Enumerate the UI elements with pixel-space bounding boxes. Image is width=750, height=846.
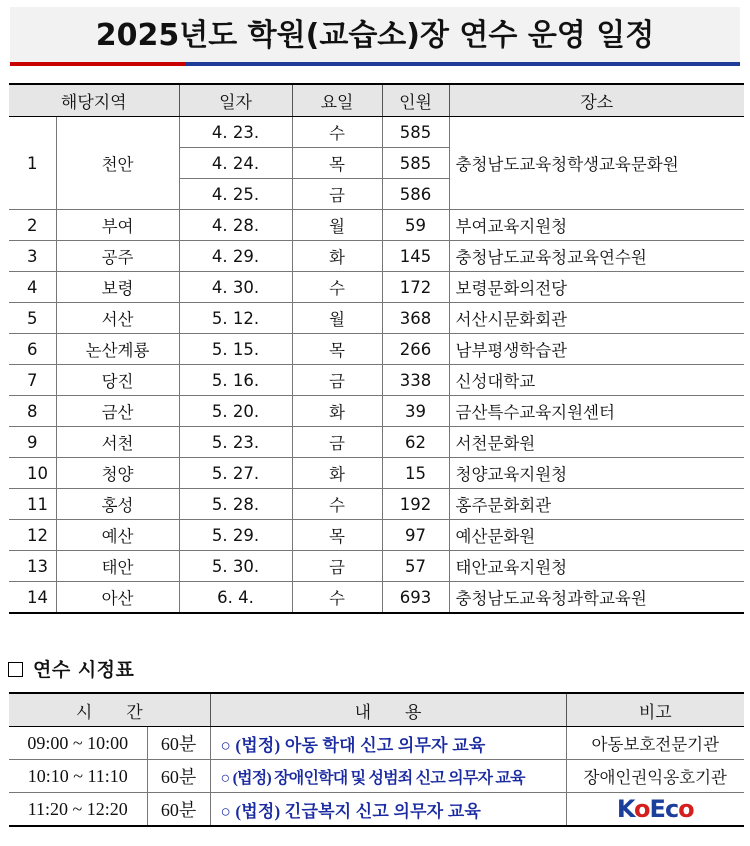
table-row <box>9 427 744 458</box>
table-row <box>9 489 744 520</box>
row-place: 금산특수교육지원센터 <box>449 396 744 427</box>
title-banner <box>10 7 740 66</box>
row-count: 62 <box>382 427 449 458</box>
row-count: 57 <box>382 551 449 582</box>
header-weekday: 요일 <box>292 84 382 117</box>
row-weekday: 수 <box>292 272 382 303</box>
row-count: 15 <box>382 458 449 489</box>
row-number: 13 <box>9 551 56 582</box>
table-row <box>9 458 744 489</box>
row-place: 예산문화원 <box>449 520 744 551</box>
row-place: 충청남도교육청교육연수원 <box>449 241 744 272</box>
row-count: 145 <box>382 241 449 272</box>
row-date: 4. 25. <box>179 179 292 210</box>
row-region: 천안 <box>56 117 179 210</box>
row-date: 5. 27. <box>179 458 292 489</box>
duration: 60분 <box>147 793 210 827</box>
row-number: 6 <box>9 334 56 365</box>
row-count: 586 <box>382 179 449 210</box>
row-region: 금산 <box>56 396 179 427</box>
header-place: 장소 <box>449 84 744 117</box>
table-row <box>9 365 744 396</box>
row-region: 태안 <box>56 551 179 582</box>
row-region: 당진 <box>56 365 179 396</box>
header-date: 일자 <box>179 84 292 117</box>
row-number: 1 <box>9 117 56 210</box>
row-weekday: 화 <box>292 396 382 427</box>
row-count: 97 <box>382 520 449 551</box>
row-region: 논산계룡 <box>56 334 179 365</box>
row-count: 172 <box>382 272 449 303</box>
row-date: 5. 15. <box>179 334 292 365</box>
row-date: 4. 30. <box>179 272 292 303</box>
row-number: 3 <box>9 241 56 272</box>
table-row <box>9 551 744 582</box>
header-note: 비고 <box>566 693 744 727</box>
row-date: 4. 23. <box>179 117 292 148</box>
row-count: 266 <box>382 334 449 365</box>
schedule-header-row <box>9 84 744 117</box>
row-region: 서산 <box>56 303 179 334</box>
row-place: 남부평생학습관 <box>449 334 744 365</box>
section-heading <box>8 655 134 682</box>
table-row <box>9 272 744 303</box>
table-row <box>9 520 744 551</box>
schedule-table <box>9 83 744 614</box>
session-content: ○ (법정) 장애인학대 및 성범죄 신고 의무자 교육 <box>210 760 566 793</box>
row-place: 충청남도교육청과학교육원 <box>449 582 744 614</box>
row-place: 서천문화원 <box>449 427 744 458</box>
row-date: 6. 4. <box>179 582 292 614</box>
row-count: 59 <box>382 210 449 241</box>
session-content: ○ (법정) 아동 학대 신고 의무자 교육 <box>210 727 566 760</box>
header-content: 내 용 <box>210 693 566 727</box>
row-count: 39 <box>382 396 449 427</box>
row-place: 신성대학교 <box>449 365 744 396</box>
header-time: 시 간 <box>9 693 210 727</box>
row-weekday: 수 <box>292 489 382 520</box>
row-weekday: 금 <box>292 427 382 458</box>
row-place: 홍주문화회관 <box>449 489 744 520</box>
time-range: 09:00 ~ 10:00 <box>9 727 147 760</box>
row-place: 충청남도교육청학생교육문화원 <box>449 117 744 210</box>
row-region: 청양 <box>56 458 179 489</box>
row-count: 585 <box>382 148 449 179</box>
row-place: 태안교육지원청 <box>449 551 744 582</box>
row-weekday: 금 <box>292 179 382 210</box>
header-region: 해당지역 <box>9 84 179 117</box>
row-place: 서산시문화회관 <box>449 303 744 334</box>
row-weekday: 화 <box>292 458 382 489</box>
row-region: 보령 <box>56 272 179 303</box>
row-place: 보령문화의전당 <box>449 272 744 303</box>
timetable-header-row <box>9 693 744 727</box>
row-date: 5. 30. <box>179 551 292 582</box>
session-note <box>566 793 744 827</box>
row-date: 5. 12. <box>179 303 292 334</box>
row-number: 7 <box>9 365 56 396</box>
row-date: 4. 24. <box>179 148 292 179</box>
row-date: 5. 20. <box>179 396 292 427</box>
row-region: 아산 <box>56 582 179 614</box>
row-weekday: 목 <box>292 148 382 179</box>
row-number: 14 <box>9 582 56 614</box>
session-note: 장애인권익옹호기관 <box>566 760 744 793</box>
table-row <box>9 396 744 427</box>
time-range: 10:10 ~ 11:10 <box>9 760 147 793</box>
row-weekday: 목 <box>292 334 382 365</box>
row-date: 5. 28. <box>179 489 292 520</box>
row-weekday: 목 <box>292 520 382 551</box>
row-region: 서천 <box>56 427 179 458</box>
section-heading-label: 연수 시정표 <box>33 659 135 681</box>
row-count: 368 <box>382 303 449 334</box>
title-underline-red <box>10 62 186 66</box>
row-date: 5. 23. <box>179 427 292 458</box>
row-weekday: 금 <box>292 551 382 582</box>
table-row <box>9 303 744 334</box>
row-count: 192 <box>382 489 449 520</box>
row-date: 4. 28. <box>179 210 292 241</box>
row-number: 5 <box>9 303 56 334</box>
row-region: 공주 <box>56 241 179 272</box>
row-date: 4. 29. <box>179 241 292 272</box>
row-weekday: 월 <box>292 303 382 334</box>
session-content: ○ (법정) 긴급복지 신고 의무자 교육 <box>210 793 566 827</box>
row-number: 12 <box>9 520 56 551</box>
row-number: 2 <box>9 210 56 241</box>
table-row <box>9 727 744 760</box>
table-row <box>9 582 744 614</box>
header-count: 인원 <box>382 84 449 117</box>
session-note: 아동보호전문기관 <box>566 727 744 760</box>
row-count: 585 <box>382 117 449 148</box>
timetable-table <box>9 692 744 827</box>
row-number: 8 <box>9 396 56 427</box>
row-weekday: 월 <box>292 210 382 241</box>
row-region: 예산 <box>56 520 179 551</box>
row-place: 청양교육지원청 <box>449 458 744 489</box>
page-title: 2025년도 학원(교습소)장 연수 운영 일정 <box>95 18 655 53</box>
square-outline-icon <box>8 662 23 677</box>
time-range: 11:20 ~ 12:20 <box>9 793 147 827</box>
table-row <box>9 241 744 272</box>
row-number: 11 <box>9 489 56 520</box>
row-count: 338 <box>382 365 449 396</box>
table-row <box>9 117 744 148</box>
row-date: 5. 29. <box>179 520 292 551</box>
row-place: 부여교육지원청 <box>449 210 744 241</box>
row-date: 5. 16. <box>179 365 292 396</box>
row-weekday: 화 <box>292 241 382 272</box>
title-underline-blue <box>186 62 740 66</box>
row-weekday: 수 <box>292 582 382 614</box>
duration: 60분 <box>147 760 210 793</box>
row-count: 693 <box>382 582 449 614</box>
table-row <box>9 760 744 793</box>
row-number: 10 <box>9 458 56 489</box>
row-number: 4 <box>9 272 56 303</box>
duration: 60분 <box>147 727 210 760</box>
row-region: 홍성 <box>56 489 179 520</box>
row-weekday: 금 <box>292 365 382 396</box>
koeco-logo: KoEco <box>616 795 694 823</box>
row-weekday: 수 <box>292 117 382 148</box>
table-row <box>9 334 744 365</box>
row-number: 9 <box>9 427 56 458</box>
row-region: 부여 <box>56 210 179 241</box>
table-row <box>9 210 744 241</box>
table-row <box>9 793 744 827</box>
